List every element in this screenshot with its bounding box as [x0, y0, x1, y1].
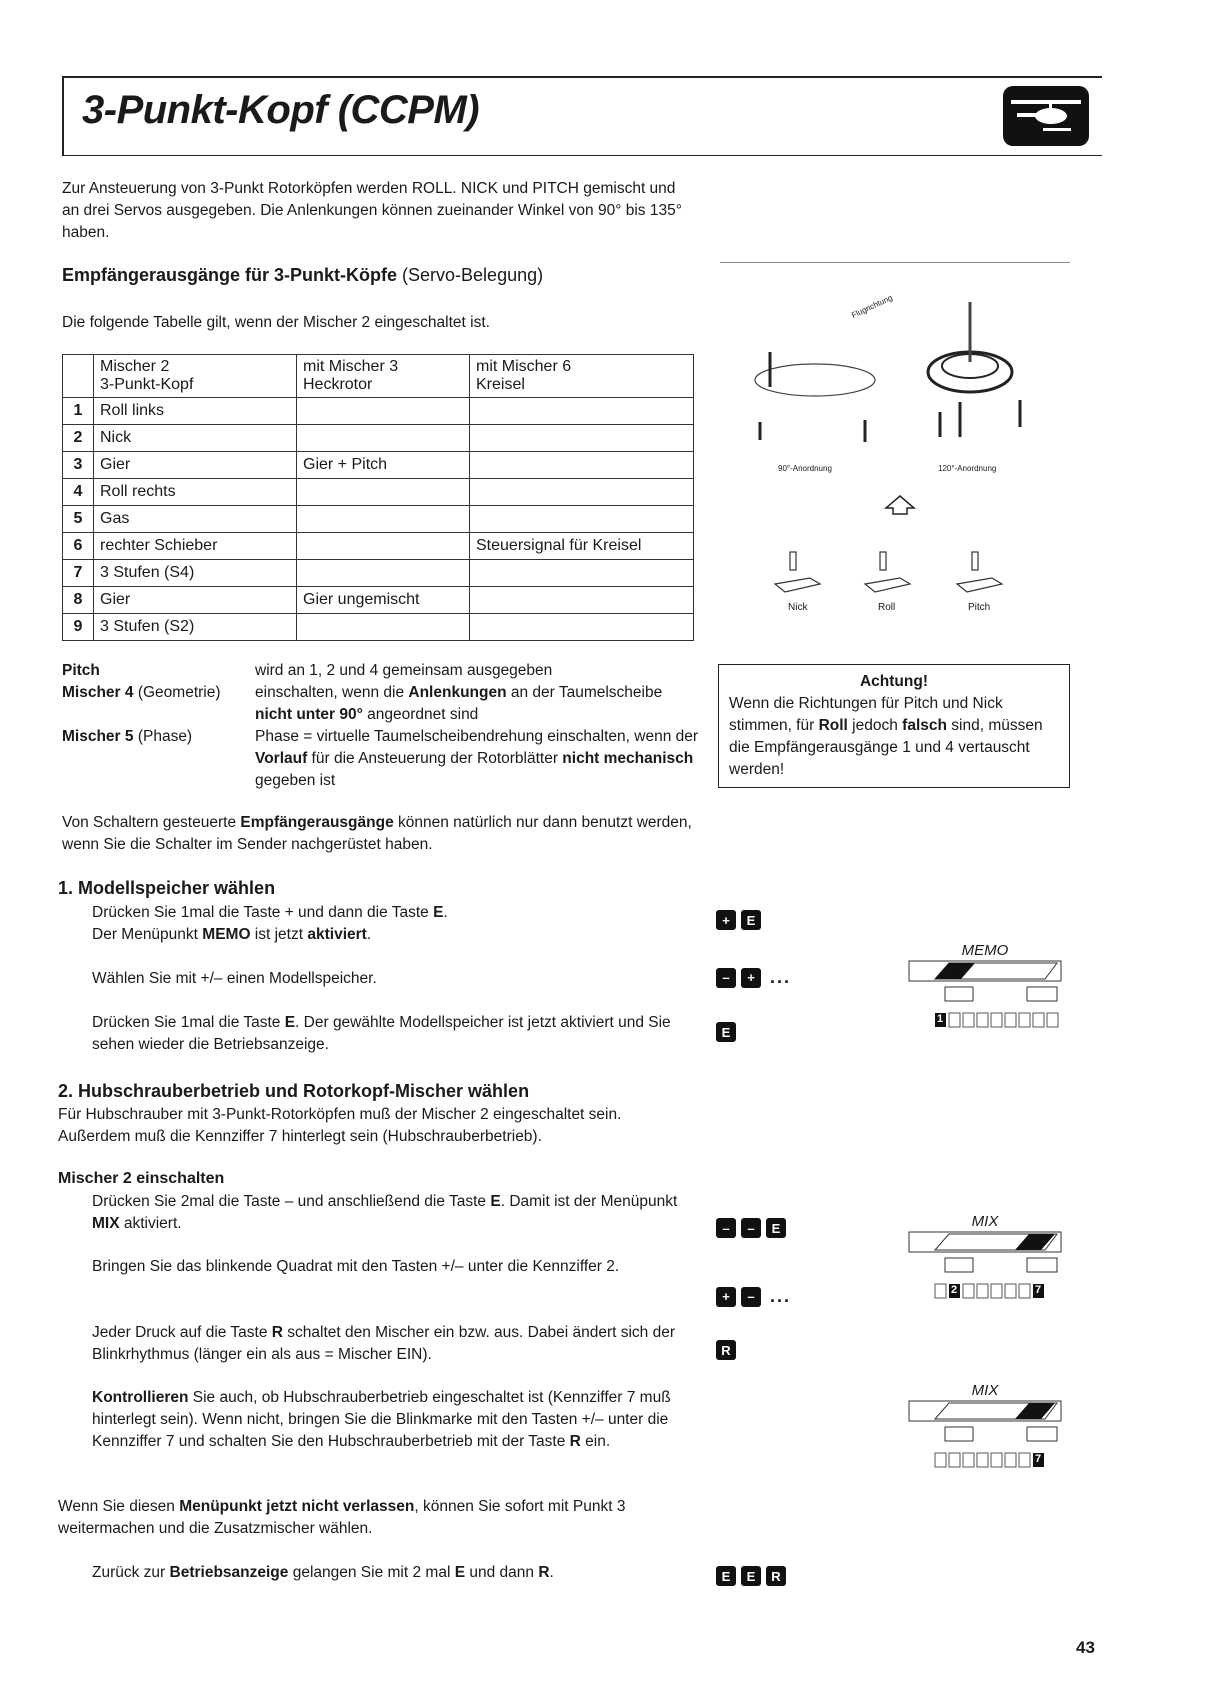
- row-cell: 3 Stufen (S4): [94, 560, 297, 587]
- table-row: [63, 479, 694, 506]
- label-nick: Nick: [788, 602, 808, 613]
- sec2-intro: Für Hubschrauber mit 3-Punkt-Rotorköpfen muß der Mischer 2 eingeschaltet sein. Außerdem muß die Kennziffer 7 hinterlegt sein (Hubschrauberbetrieb).: [58, 1106, 622, 1145]
- row-cell: [297, 533, 470, 560]
- table-row: [63, 614, 694, 641]
- row-cell: rechter Schieber: [94, 533, 297, 560]
- sec2-p6c: gelangen Sie mit 2 mal: [288, 1564, 455, 1581]
- row-cell: [470, 560, 694, 587]
- minus-key[interactable]: –: [741, 1287, 761, 1307]
- sec2-p3: [92, 1322, 692, 1366]
- label-roll: Roll: [878, 602, 896, 613]
- swashplate-diagram: [720, 262, 1070, 632]
- row-num: 1: [63, 398, 94, 425]
- section1-heading: 1. Modellspeicher wählen: [58, 878, 276, 898]
- sec2-p4a: Kontrollieren: [92, 1389, 189, 1406]
- repeat-dots: ...: [770, 967, 792, 987]
- sec1-p2: Wählen Sie mit +/– einen Modellspeicher.: [92, 970, 377, 987]
- sec2-p4: [92, 1387, 692, 1453]
- sec2-p6e: und dann: [465, 1564, 539, 1581]
- minus-key[interactable]: –: [716, 1218, 736, 1238]
- page-title: 3-Punkt-Kopf (CCPM): [82, 88, 480, 132]
- table-header-col3: mit Mischer 6 Kreisel: [470, 355, 694, 398]
- sec2-p6b: Betriebsanzeige: [169, 1564, 289, 1581]
- table-header-row: [63, 355, 694, 398]
- switch-note-b: Empfängerausgänge: [240, 814, 394, 831]
- sec2-p5: [58, 1496, 694, 1540]
- sec1-p1c: .: [443, 904, 448, 921]
- table-header-col2: mit Mischer 3 Heckrotor: [297, 355, 470, 398]
- row-cell: [470, 452, 694, 479]
- sec1-p1b: E: [433, 904, 444, 921]
- minus-key[interactable]: –: [741, 1218, 761, 1238]
- table-header-col1: Mischer 2 3-Punkt-Kopf: [94, 355, 297, 398]
- def-m5-term-rest: (Phase): [133, 728, 193, 745]
- lcd-mix-2-display: [905, 1399, 1065, 1479]
- def-m5-text: [255, 726, 702, 792]
- table-header-num: [63, 355, 94, 398]
- row-cell: Steuersignal für Kreisel: [470, 533, 694, 560]
- row-num: 7: [63, 560, 94, 587]
- row-cell: Gier: [94, 452, 297, 479]
- row-cell: [297, 479, 470, 506]
- sec2-p6f: R: [538, 1564, 550, 1581]
- repeat-dots: ...: [770, 1286, 792, 1306]
- table-row: [63, 533, 694, 560]
- plus-key[interactable]: +: [716, 1287, 736, 1307]
- e-key[interactable]: E: [716, 1022, 736, 1042]
- table-row: [63, 560, 694, 587]
- section2-heading: 2. Hubschrauberbetrieb und Rotorkopf-Mischer wählen: [58, 1081, 530, 1101]
- row-num: 2: [63, 425, 94, 452]
- lcd-memo-display: [905, 959, 1065, 1039]
- label-90: 90°-Anordnung: [778, 464, 832, 473]
- row-num: 3: [63, 452, 94, 479]
- sec1-p3b: E: [284, 1014, 296, 1031]
- row-cell: Gier + Pitch: [297, 452, 470, 479]
- keys-e-e-r: [716, 1566, 786, 1586]
- sec2-p1e: aktiviert.: [119, 1215, 182, 1232]
- sec2-p3a: Jeder Druck auf die Taste: [92, 1324, 272, 1341]
- row-cell: [297, 506, 470, 533]
- row-num: 5: [63, 506, 94, 533]
- def-m4-term: [62, 682, 255, 726]
- def-m4-text: [255, 682, 702, 726]
- lcd-memo-digit: 1: [937, 1013, 944, 1025]
- label-pitch: Pitch: [968, 602, 991, 613]
- sec2-p6d: E: [454, 1564, 466, 1581]
- sec1-p1e: MEMO: [202, 926, 251, 943]
- row-num: 8: [63, 587, 94, 614]
- page-number: 43: [1076, 1638, 1095, 1657]
- servo-arrangement-drawing: [720, 262, 1070, 632]
- def-m5-c: für die Ansteuerung der Rotorblätter: [307, 750, 563, 767]
- lcd-mix-2-title: MIX: [971, 1382, 999, 1399]
- row-cell: Roll links: [94, 398, 297, 425]
- warning-box: [718, 664, 1070, 788]
- receiver-heading-bold: Empfängerausgänge für 3-Punkt-Köpfe: [62, 265, 398, 285]
- warning-title: Achtung!: [859, 673, 928, 690]
- keys-r: [716, 1340, 736, 1360]
- row-cell: [470, 479, 694, 506]
- e-key[interactable]: E: [766, 1218, 786, 1238]
- lcd-memo: [905, 942, 1065, 1044]
- warning-e: sind, müssen die Empfängerausgänge 1 und 4 vertauscht werden!: [729, 717, 1043, 778]
- e-key[interactable]: E: [716, 1566, 736, 1586]
- sec2-p6g: .: [549, 1564, 554, 1581]
- sec2-p1a: Drücken Sie 2mal die Taste – und anschließend die Taste: [92, 1193, 491, 1210]
- sec2-p4c: R: [569, 1433, 581, 1450]
- r-key[interactable]: R: [766, 1566, 786, 1586]
- switch-note-c: können natürlich nur dann benutzt werden, wenn Sie die Schalter im Sender nachgerüstet haben.: [62, 814, 692, 853]
- keys-e: [716, 1022, 736, 1042]
- def-m5-b: Vorlauf: [255, 750, 308, 767]
- table-row: [63, 425, 694, 452]
- lcd-mix-1-digit-b: 7: [1035, 1284, 1042, 1296]
- sec2-p4d: ein.: [580, 1433, 611, 1450]
- def-m4-term-rest: (Geometrie): [133, 684, 221, 701]
- sec2-subheading: Mischer 2 einschalten: [58, 1170, 225, 1187]
- lcd-mix-1: [905, 1213, 1065, 1315]
- row-cell: [297, 398, 470, 425]
- row-cell: [470, 425, 694, 452]
- sec1-p3c: . Der gewählte Modellspeicher ist jetzt aktiviert und Sie sehen wieder die Betriebsanzeige.: [92, 1014, 671, 1053]
- def-m4-e: angeordnet sind: [362, 706, 479, 723]
- r-key[interactable]: R: [716, 1340, 736, 1360]
- sec2-p3c: schaltet den Mischer ein bzw. aus. Dabei ändert sich der Blinkrhythmus (länger ein als aus = Mischer EIN).: [92, 1324, 675, 1363]
- lcd-mix-1-digit-a: 2: [951, 1284, 958, 1296]
- sec1-p3a: Drücken Sie 1mal die Taste: [92, 1014, 285, 1031]
- lcd-mix-2-digit: 7: [1035, 1453, 1042, 1465]
- row-cell: [297, 560, 470, 587]
- def-m5-term: [62, 726, 255, 792]
- keys-minus-minus-e: [716, 1218, 786, 1238]
- header-rule-bottom: [62, 155, 1102, 156]
- row-cell: Gier ungemischt: [297, 587, 470, 614]
- row-cell: Gas: [94, 506, 297, 533]
- helicopter-icon: [1003, 86, 1089, 146]
- table-row: [63, 506, 694, 533]
- servo-table: [62, 354, 694, 641]
- warning-d: falsch: [902, 717, 947, 734]
- def-pitch: [62, 660, 702, 682]
- def-pitch-term-text: Pitch: [62, 662, 100, 679]
- table-row: [63, 587, 694, 614]
- sec1-p3: [92, 1012, 692, 1056]
- sec1-p1d: Der Menüpunkt: [92, 926, 203, 943]
- sec1-p1a: Drücken Sie 1mal die Taste + und dann die Taste: [92, 904, 434, 921]
- def-m5-a: Phase = virtuelle Taumelscheibendrehung einschalten, wenn der: [255, 728, 699, 745]
- sec2-p4b: Sie auch, ob Hubschrauberbetrieb eingeschaltet ist (Kennziffer 7 muß hinterlegt sein). Wenn nicht, bringen Sie die Blinkmarke mit den Tasten +/– unter die Kennziffer 7 und schalten Sie den Hubschrauberbetrieb mit der Taste: [92, 1389, 671, 1450]
- sec2-p2: Bringen Sie das blinkende Quadrat mit den Tasten +/– unter die Kennziffer 2.: [92, 1258, 620, 1275]
- e-key[interactable]: E: [741, 1566, 761, 1586]
- row-cell: [470, 614, 694, 641]
- keys-plus-e: [716, 910, 761, 930]
- intro-text: Zur Ansteuerung von 3-Punkt Rotorköpfen werden ROLL. NICK und PITCH gemischt und an drei Servos ausgegeben. Die Anlenkungen können zueinander Winkel von 90° bis 135° haben.: [62, 180, 682, 241]
- warning-a: Wenn die Richtungen für Pitch und Nick stimmen, für: [729, 695, 1003, 734]
- def-m4-b: Anlenkungen: [408, 684, 507, 701]
- sec2-p3b: R: [271, 1324, 283, 1341]
- e-key[interactable]: E: [741, 910, 761, 930]
- sec1-p1g: aktiviert: [307, 926, 367, 943]
- receiver-heading-rest: (Servo-Belegung): [397, 265, 544, 285]
- sec2-p6a: Zurück zur: [92, 1564, 170, 1581]
- row-num: 4: [63, 479, 94, 506]
- def-m4-a: einschalten, wenn die: [255, 684, 409, 701]
- row-cell: [470, 506, 694, 533]
- sec2-p1b: E: [490, 1193, 501, 1210]
- warning-b: Roll: [818, 717, 848, 734]
- def-m5: [62, 726, 702, 792]
- keys-minus-plus: [716, 967, 791, 988]
- switch-note: [62, 812, 692, 856]
- def-m4-term-bold: Mischer 4: [62, 684, 134, 701]
- def-pitch-text: wird an 1, 2 und 4 gemeinsam ausgegeben: [255, 662, 553, 679]
- sec2-p1d: MIX: [92, 1215, 120, 1232]
- plus-key[interactable]: +: [741, 968, 761, 988]
- sec2-p5a: Wenn Sie diesen: [58, 1498, 180, 1515]
- row-cell: [470, 587, 694, 614]
- def-m4-c: an der Taumelscheibe: [506, 684, 663, 701]
- row-cell: Gier: [94, 587, 297, 614]
- def-m5-d: nicht mechanisch: [562, 750, 694, 767]
- row-cell: 3 Stufen (S2): [94, 614, 297, 641]
- header-rule-left: [62, 76, 64, 156]
- sec1-p1f: ist jetzt: [250, 926, 308, 943]
- row-cell: [470, 398, 694, 425]
- row-num: 6: [63, 533, 94, 560]
- row-cell: [297, 425, 470, 452]
- definitions: [62, 660, 702, 792]
- header-rule-top: [62, 76, 1102, 78]
- warning-text: [729, 693, 1059, 781]
- sec2-p6: [92, 1562, 692, 1584]
- minus-key[interactable]: –: [716, 968, 736, 988]
- sec1-p1: [92, 902, 692, 946]
- label-120: 120°-Anordnung: [938, 464, 997, 473]
- warning-c: jedoch: [847, 717, 903, 734]
- lcd-memo-title: MEMO: [961, 942, 1009, 959]
- lcd-mix-1-display: [905, 1230, 1065, 1310]
- row-cell: Nick: [94, 425, 297, 452]
- def-m5-term-bold: Mischer 5: [62, 728, 134, 745]
- def-pitch-term: [62, 660, 255, 682]
- row-cell: Roll rechts: [94, 479, 297, 506]
- def-m5-e: gegeben ist: [255, 772, 336, 789]
- sec1-p1h: .: [366, 926, 372, 943]
- sec2-p5b: Menüpunkt jetzt nicht verlassen: [179, 1498, 415, 1515]
- table-row: [63, 398, 694, 425]
- row-cell: [297, 614, 470, 641]
- plus-key[interactable]: +: [716, 910, 736, 930]
- sec2-p1c: . Damit ist der Menüpunkt: [500, 1193, 678, 1210]
- def-m4-d: nicht unter 90°: [255, 706, 363, 723]
- keys-plus-minus: [716, 1286, 791, 1307]
- row-num: 9: [63, 614, 94, 641]
- switch-note-a: Von Schaltern gesteuerte: [62, 814, 241, 831]
- lcd-mix-2: [905, 1382, 1065, 1484]
- sec2-p5c: , können Sie sofort mit Punkt 3 weitermachen und die Zusatzmischer wählen.: [58, 1498, 626, 1537]
- sec2-p1: [92, 1191, 692, 1235]
- table-row: [63, 452, 694, 479]
- receiver-note: Die folgende Tabelle gilt, wenn der Mischer 2 eingeschaltet ist.: [62, 314, 490, 331]
- lcd-mix-1-title: MIX: [971, 1213, 999, 1230]
- label-flugrichtung: Flugrichtung: [850, 293, 894, 320]
- receiver-heading: [62, 265, 543, 286]
- def-m4: [62, 682, 702, 726]
